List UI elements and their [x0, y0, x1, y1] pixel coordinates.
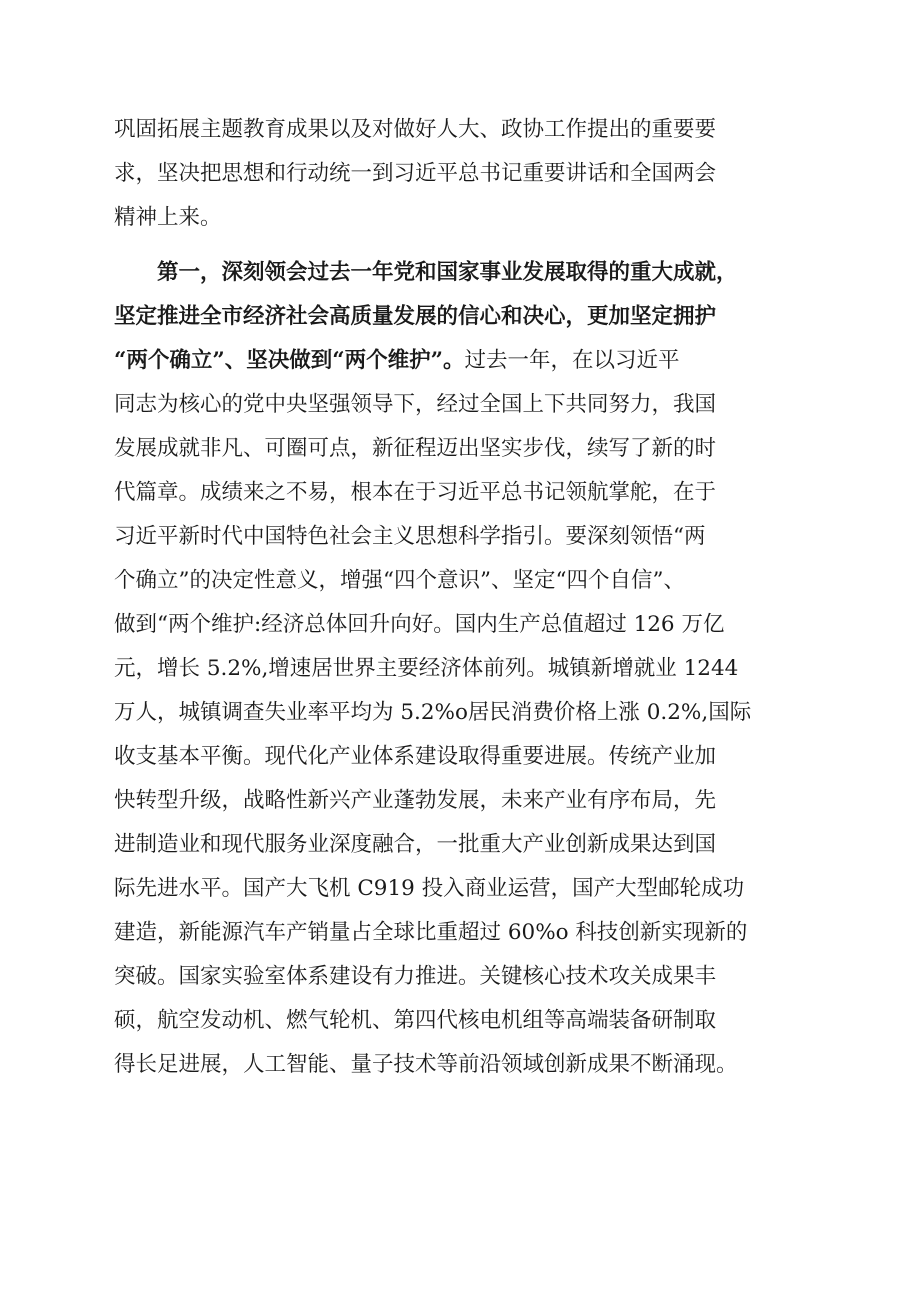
line-text: 元，增长 5.2%,增速居世界主要经济体前列。城镇新增就业 1244	[114, 656, 739, 681]
line-text: 建造，新能源汽车产销量占全球比重超过 60%o 科技创新实现新的	[114, 920, 748, 945]
text-line	[114, 515, 824, 559]
line-text: 得长足进展，人工智能、量子技术等前沿领域创新成果不断涌现。	[114, 1052, 738, 1077]
text-line	[114, 251, 824, 295]
line-bold-text: 坚定推进全市经济社会高质量发展的信心和决心，更加坚定拥护	[114, 304, 717, 329]
line-text: 进制造业和现代服务业深度融合，一批重大产业创新成果达到国	[114, 832, 717, 857]
text-line	[114, 196, 824, 240]
line-text: 同志为核心的党中央坚强领导下，经过全国上下共同努力，我国	[114, 392, 717, 417]
line-text: 快转型升级，战略性新兴产业蓬勃发展，未来产业有序布局，先	[114, 788, 717, 813]
line-text: 个确立”的决定性意义，增强“四个意识”、坚定“四个自信”、	[114, 568, 685, 593]
line-text: 代篇章。成绩来之不易，根本在于习近平总书记领航掌舵，在于	[114, 480, 717, 505]
text-line	[114, 603, 824, 647]
text-line	[114, 647, 824, 691]
text-line	[114, 735, 824, 779]
text-line	[114, 999, 824, 1043]
text-line	[114, 383, 824, 427]
line-text: 际先进水平。国产大飞机 C919 投入商业运营，国产大型邮轮成功	[114, 876, 745, 901]
text-line	[114, 295, 824, 339]
text-line	[114, 471, 824, 515]
text-line	[114, 152, 824, 196]
text-line	[114, 691, 824, 735]
document-page	[114, 108, 824, 1087]
line-text: 发展成就非凡、可圈可点，新征程迈出坚实步伐，续写了新的时	[114, 436, 717, 461]
text-line	[114, 1043, 824, 1087]
paragraph-2	[114, 251, 824, 1087]
text-line	[114, 108, 824, 152]
paragraph-1	[114, 108, 824, 240]
line-text: 过去一年，在以习近平	[464, 348, 680, 373]
text-line	[114, 427, 824, 471]
text-line	[114, 955, 824, 999]
text-line	[114, 867, 824, 911]
line-text: 巩固拓展主题教育成果以及对做好人大、政协工作提出的重要要	[114, 117, 717, 142]
text-line	[114, 779, 824, 823]
line-text: 突破。国家实验室体系建设有力推进。关键核心技术攻关成果丰	[114, 964, 717, 989]
line-bold-text: “两个确立”、坚决做到“两个维护”。	[114, 348, 465, 373]
text-line	[114, 823, 824, 867]
line-text: 收支基本平衡。现代化产业体系建设取得重要进展。传统产业加	[114, 744, 717, 769]
text-line	[114, 339, 824, 383]
line-text: 精神上来。	[114, 205, 222, 230]
text-line	[114, 911, 824, 955]
text-line	[114, 559, 824, 603]
line-text: 万人，城镇调查失业率平均为 5.2%o居民消费价格上涨 0.2%,国际	[114, 700, 752, 725]
line-text: 习近平新时代中国特色社会主义思想科学指引。要深刻领悟“两	[114, 524, 706, 549]
line-text: 做到“两个维护:经济总体回升向好。国内生产总值超过 126 万亿	[114, 612, 725, 637]
line-bold-text: 第一，深刻领会过去一年党和国家事业发展取得的重大成就，	[157, 260, 738, 285]
line-text: 硕，航空发动机、燃气轮机、第四代核电机组等高端装备研制取	[114, 1008, 717, 1033]
line-text: 求，坚决把思想和行动统一到习近平总书记重要讲话和全国两会	[114, 161, 717, 186]
